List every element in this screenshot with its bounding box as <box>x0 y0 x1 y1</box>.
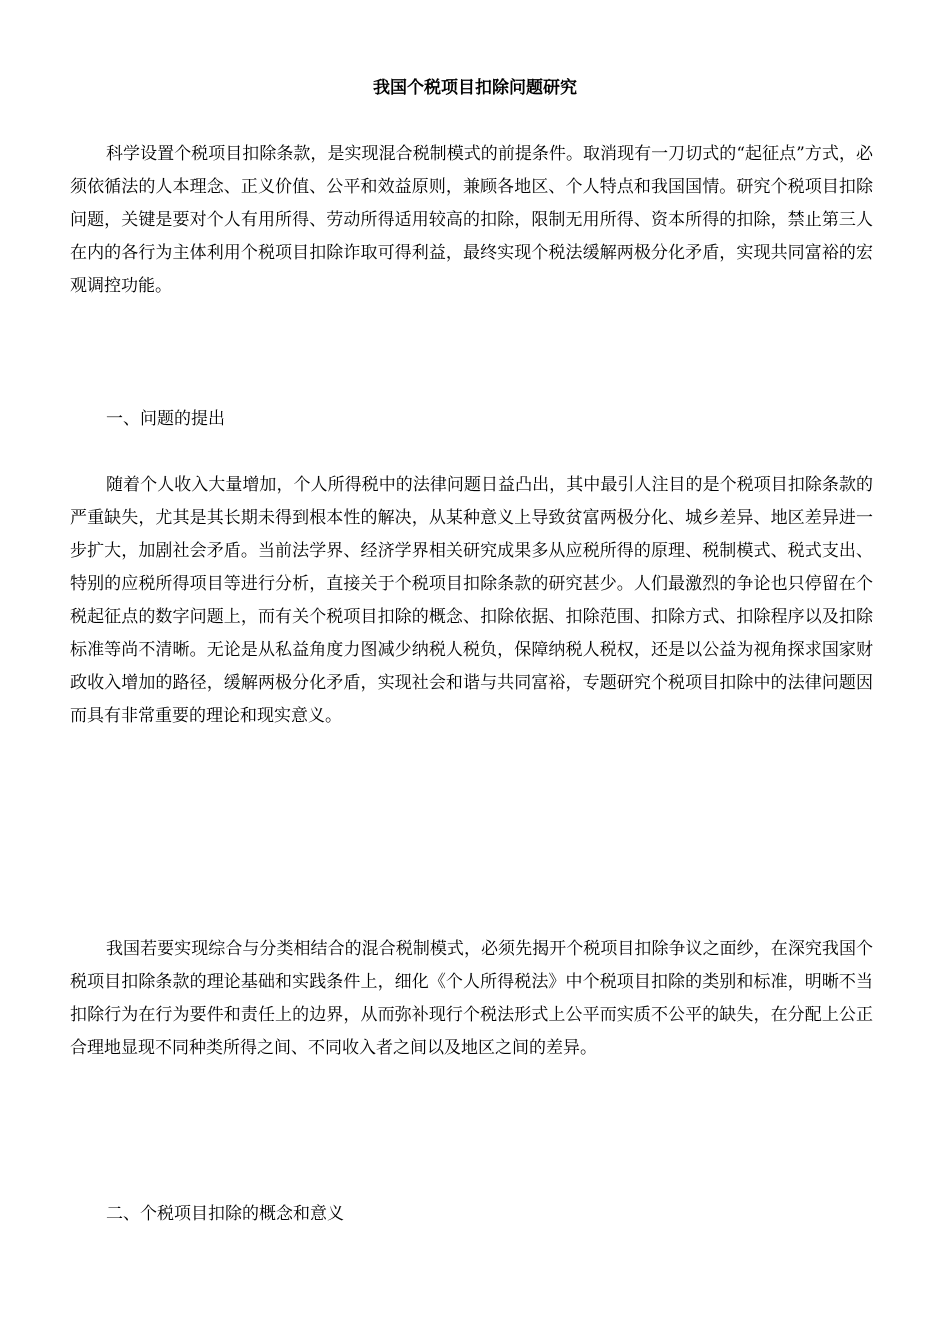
intro-paragraph: 科学设置个税项目扣除条款，是实现混合税制模式的前提条件。取消现有一刀切式的“起征点”方式，必须依循法的人本理念、正义价值、公平和效益原则，兼顾各地区、个人特点和我国国情。研究个税项目扣除问题，关键是要对个人有用所得、劳动所得适用较高的扣除，限制无用所得、资本所得的扣除，禁止第三人在内的各行为主体利用个税项目扣除诈取可得利益，最终实现个税法缓解两极分化矛盾，实现共同富裕的宏观调控功能。 <box>70 144 873 296</box>
body-paragraph-1: 随着个人收入大量增加，个人所得税中的法律问题日益凸出，其中最引人注目的是个税项目扣除条款的严重缺失，尤其是其长期未得到根本性的解决，从某种意义上导致贫富两极分化、城乡差异、地区差异进一步扩大，加剧社会矛盾。当前法学界、经济学界相关研究成果多从应税所得的原理、税制模式、税式支出、特别的应税所得项目等进行分析，直接关于个税项目扣除条款的研究甚少。人们最激烈的争论也只停留在个税起征点的数字问题上，而有关个税项目扣除的概念、扣除依据、扣除范围、扣除方式、扣除程序以及扣除标准等尚不清晰。无论是从私益角度力图减少纳税人税负，保障纳税人税权，还是以公益为视角探求国家财政收入增加的路径，缓解两极分化矛盾，实现社会和谐与共同富裕，专题研究个税项目扣除中的法律问题因而具有非常重要的理论和现实意义。 <box>70 475 873 726</box>
body-paragraph-2: 我国若要实现综合与分类相结合的混合税制模式，必须先揭开个税项目扣除争议之面纱，在深究我国个税项目扣除条款的理论基础和实践条件上，细化《个人所得税法》中个税项目扣除的类别和标准，明晰不当扣除行为在行为要件和责任上的边界，从而弥补现行个税法形式上公平而实质不公平的缺失，在分配上公正合理地显现不同种类所得之间、不同收入者之间以及地区之间的差异。 <box>70 939 873 1058</box>
section-heading-2: 二、个税项目扣除的概念和意义 <box>106 1204 344 1224</box>
section-heading-1: 一、问题的提出 <box>106 409 225 429</box>
document-title: 我国个税项目扣除问题研究 <box>373 78 577 98</box>
